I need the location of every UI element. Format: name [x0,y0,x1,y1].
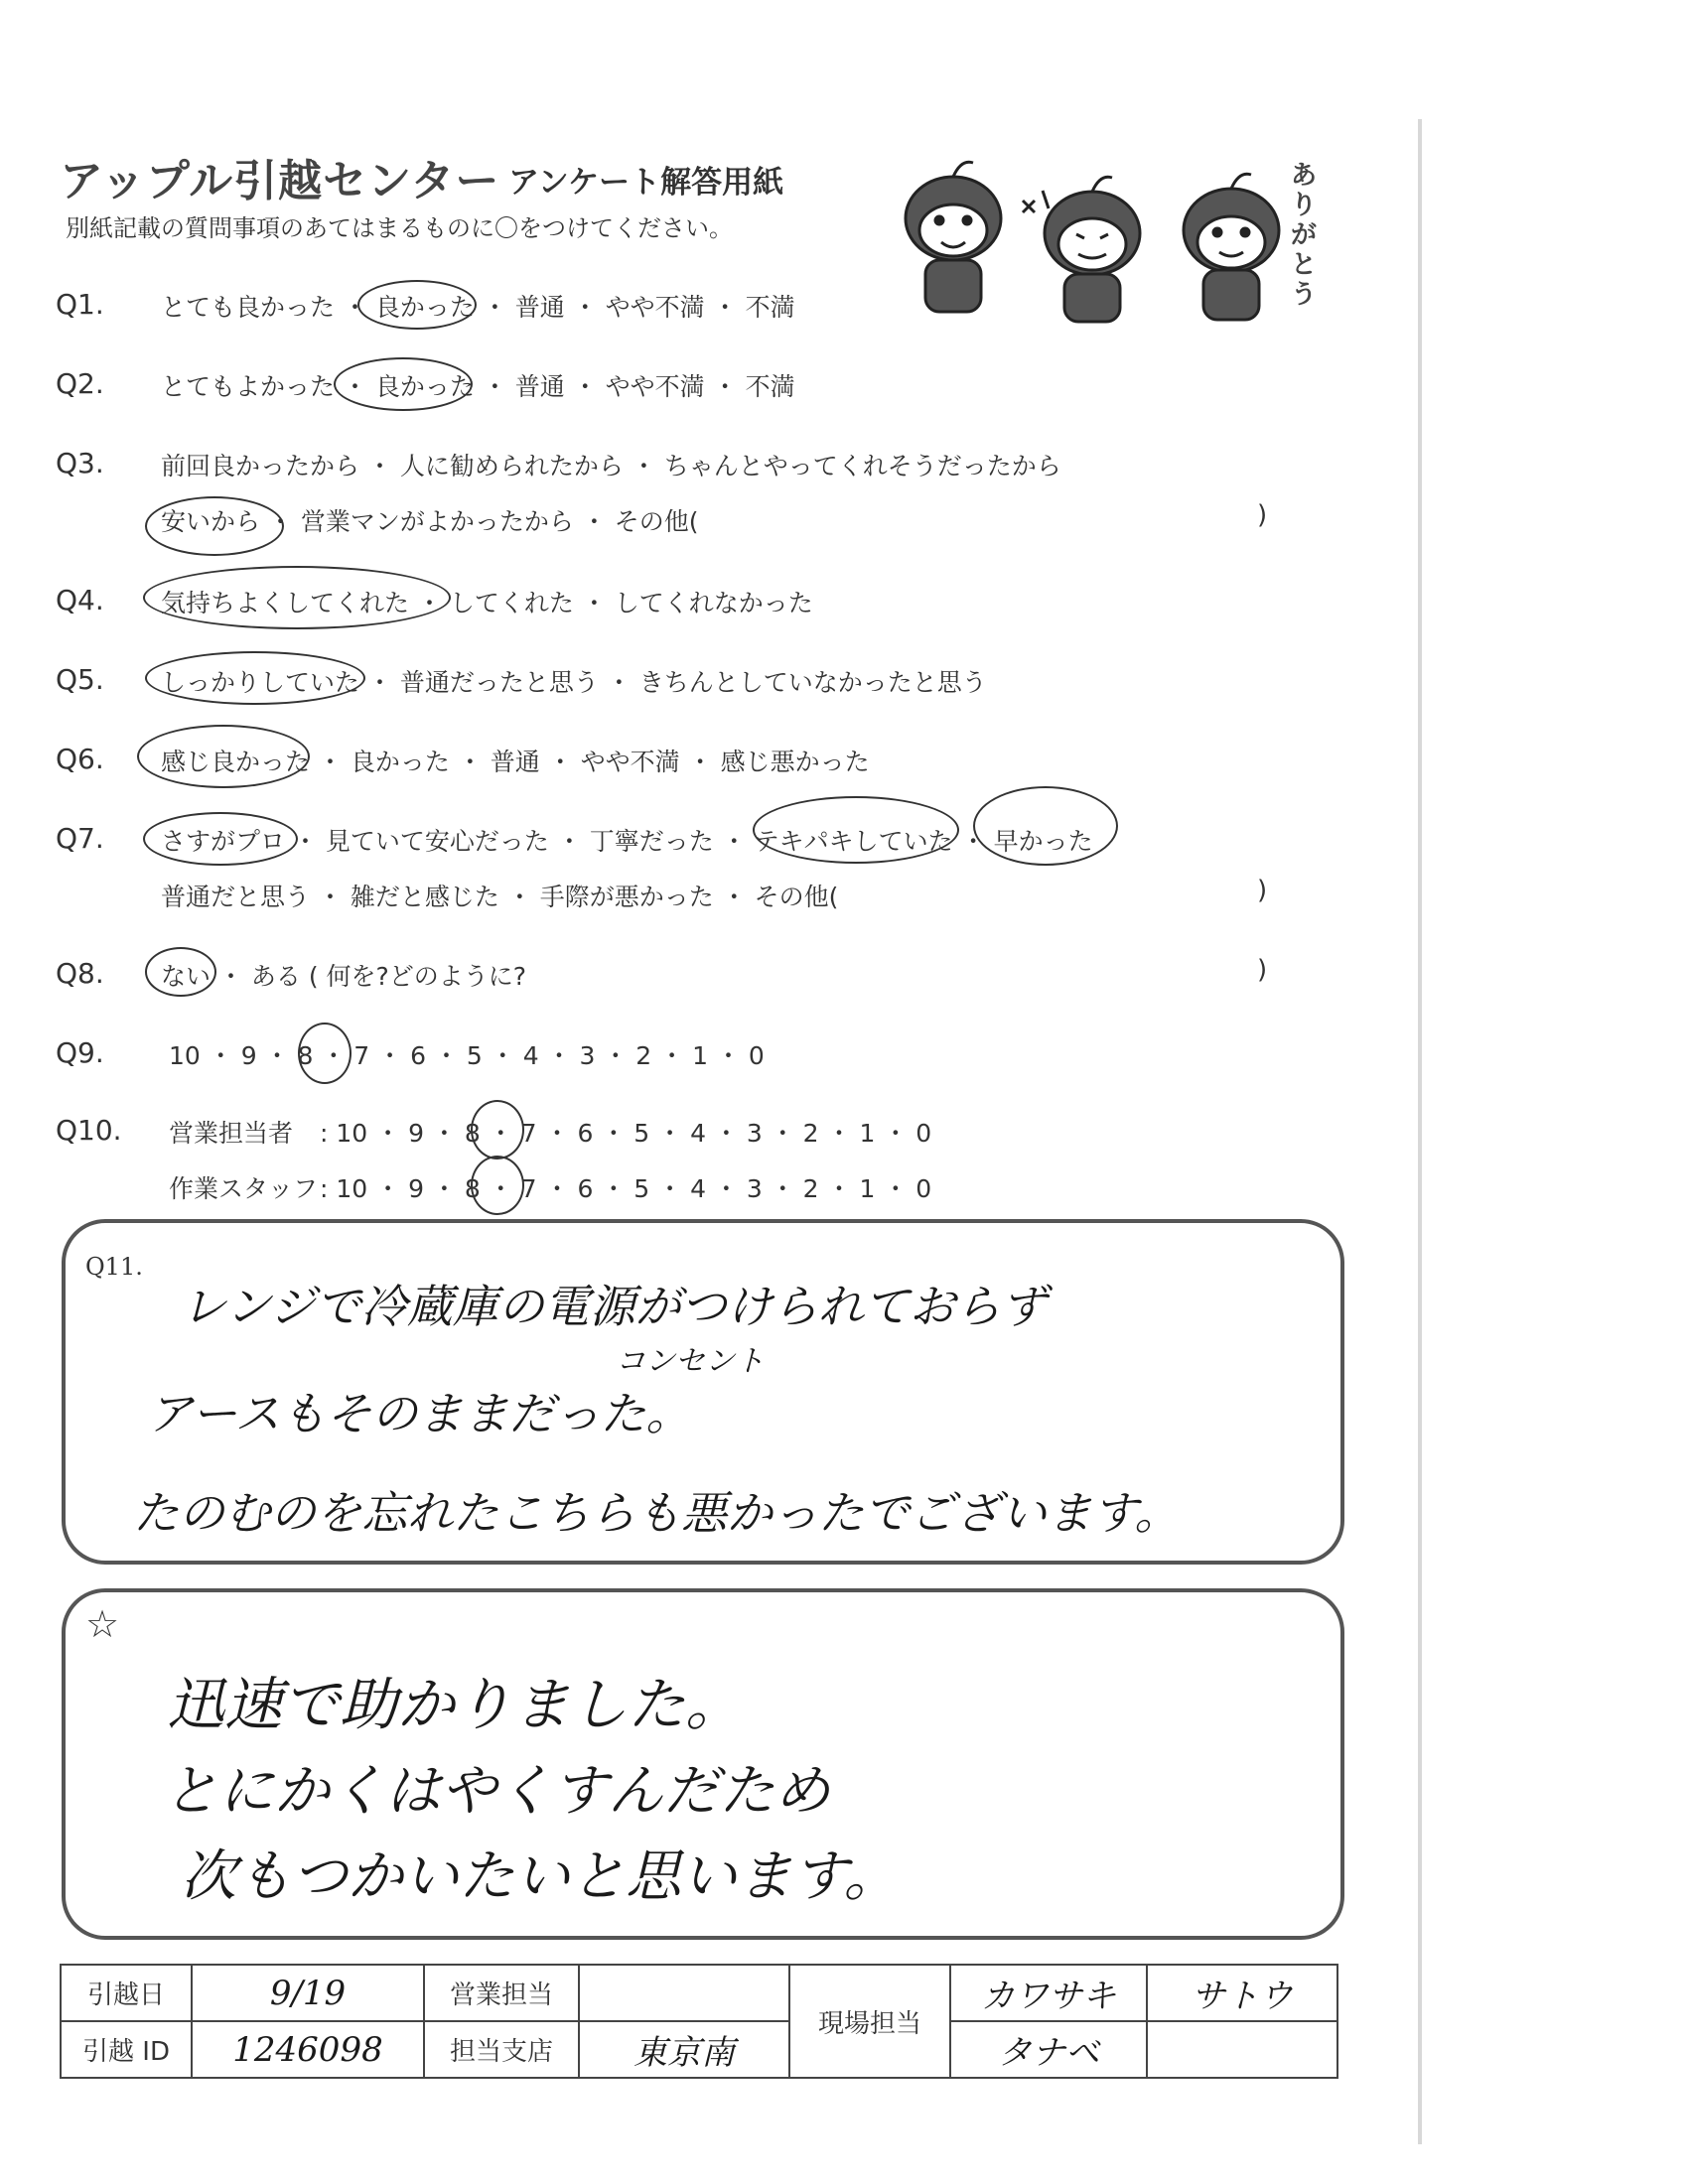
site-staff-4 [1147,2021,1337,2078]
branch-label: 担当支店 [424,2021,579,2078]
q6-answer-circle [137,725,310,788]
q2-options: とてもよかった ・ 良かった ・ 普通 ・ やや不満 ・ 不満 [161,372,795,401]
q3-options-line2: 安いから ・ 営業マンがよかったから ・ その他( [161,507,699,536]
q8-options: ない ・ ある ( 何を?どのように? [161,962,527,991]
site-staff-label: 現場担当 [789,1965,950,2078]
sales-rep-value [579,1965,789,2021]
q7-options-line2: 普通だと思う ・ 雑だと感じた ・ 手際が悪かった ・ その他( [161,883,839,911]
q9-number: Q9. [56,1036,104,1069]
q11-insert: コンセント [616,1344,765,1379]
q1-number: Q1. [56,288,104,321]
comment-line1: 迅速で助かりました。 [167,1671,744,1738]
q10-sales-answer-circle [471,1100,524,1160]
mascot-left [906,162,1001,312]
q7-number: Q7. [56,822,104,855]
q10-sales-scale: : 10 ・ 9 ・ 8 ・ 7 ・ 6 ・ 5 ・ 4 ・ 3 ・ 2 ・ 1 ・ 0 [320,1119,932,1148]
q3-answer-circle [145,496,284,556]
q5-options: しっかりしていた ・ 普通だったと思う ・ きちんとしていなかったと思う [161,668,987,697]
site-staff-1: カワサキ [950,1965,1147,2021]
q4-number: Q4. [56,584,104,616]
footer-table [60,1964,1338,2079]
q9-scale: 10 ・ 9 ・ 8 ・ 7 ・ 6 ・ 5 ・ 4 ・ 3 ・ 2 ・ 1 ・ 0 [169,1041,765,1070]
q10-number: Q10. [56,1114,122,1147]
q8-other-close: ) [1257,955,1268,985]
q2-number: Q2. [56,367,104,400]
q6-options: 感じ良かった ・ 良かった ・ 普通 ・ やや不満 ・ 感じ悪かった [161,748,870,776]
move-date-label: 引越日 [61,1965,192,2021]
q11-line1: レンジで冷蔵庫の電源がつけられておらず [181,1280,1047,1333]
q11-line3: たのむのを忘れたこちらも悪かったでございます。 [133,1486,1181,1540]
q3-options-line1: 前回良かったから ・ 人に勧められたから ・ ちゃんとやってくれそうだったから [161,452,1061,480]
q9-answer-circle [298,1023,352,1084]
comment-line3: 次もつかいたいと思います。 [181,1844,900,1909]
q8-answer-circle [145,947,216,997]
q4-options: 気持ちよくしてくれた ・ してくれた ・ してくれなかった [161,589,813,617]
branch-value: 東京南 [579,2021,789,2078]
site-staff-2: サトウ [1147,1965,1337,2021]
q10-sales-label: 営業担当者 [169,1119,294,1148]
q7-answer-circle-3 [973,786,1118,866]
q11-line2: アースもそのままだった。 [147,1387,692,1440]
q8-number: Q8. [56,957,104,990]
q1-answer-circle [357,280,477,330]
q7-answer-circle-2 [753,796,959,864]
move-id-value: 1246098 [192,2021,424,2078]
form-title: アンケート解答用紙 [508,165,784,201]
q10-staff-answer-circle [471,1156,524,1215]
q1-options: とても良かった ・ 良かった ・ 普通 ・ やや不満 ・ 不満 [161,293,795,322]
thanks-text: ありがとう [1291,161,1318,310]
move-date-value: 9/19 [192,1965,424,2021]
move-id-label: 引越 ID [61,2021,192,2078]
company-name: アップル引越センター [60,156,500,206]
q10-staff-label: 作業スタッフ [169,1174,319,1203]
q10-staff-scale: : 10 ・ 9 ・ 8 ・ 7 ・ 6 ・ 5 ・ 4 ・ 3 ・ 2 ・ 1 ・ 0 [320,1174,932,1203]
q2-answer-circle [334,357,473,411]
q7-answer-circle-1 [143,812,298,866]
q3-number: Q3. [56,447,104,479]
comment-line2: とにかくはやくすんだため [163,1759,830,1824]
sales-rep-label: 営業担当 [424,1965,579,2021]
q5-answer-circle [145,651,365,705]
mascot-illustration [874,149,1321,328]
star-icon: ☆ [85,1602,120,1646]
q3-other-close: ) [1257,500,1268,530]
q4-answer-circle [143,566,451,629]
instruction-text: 別紙記載の質問事項のあてはまるものに〇をつけてください。 [66,214,733,242]
q5-number: Q5. [56,663,104,696]
mascot-center [1023,177,1140,322]
q6-number: Q6. [56,743,104,775]
q7-other-close: ) [1257,876,1268,905]
site-staff-3: タナベ [950,2021,1147,2078]
scan-edge-shadow [1418,119,1422,2144]
mascot-right [1184,174,1279,320]
q11-label: Q11. [85,1253,143,1281]
q7-options-line1: さすがプロ ・ 見ていて安心だった ・ 丁寧だった ・ テキパキしていた ・ 早かった [161,827,1093,856]
